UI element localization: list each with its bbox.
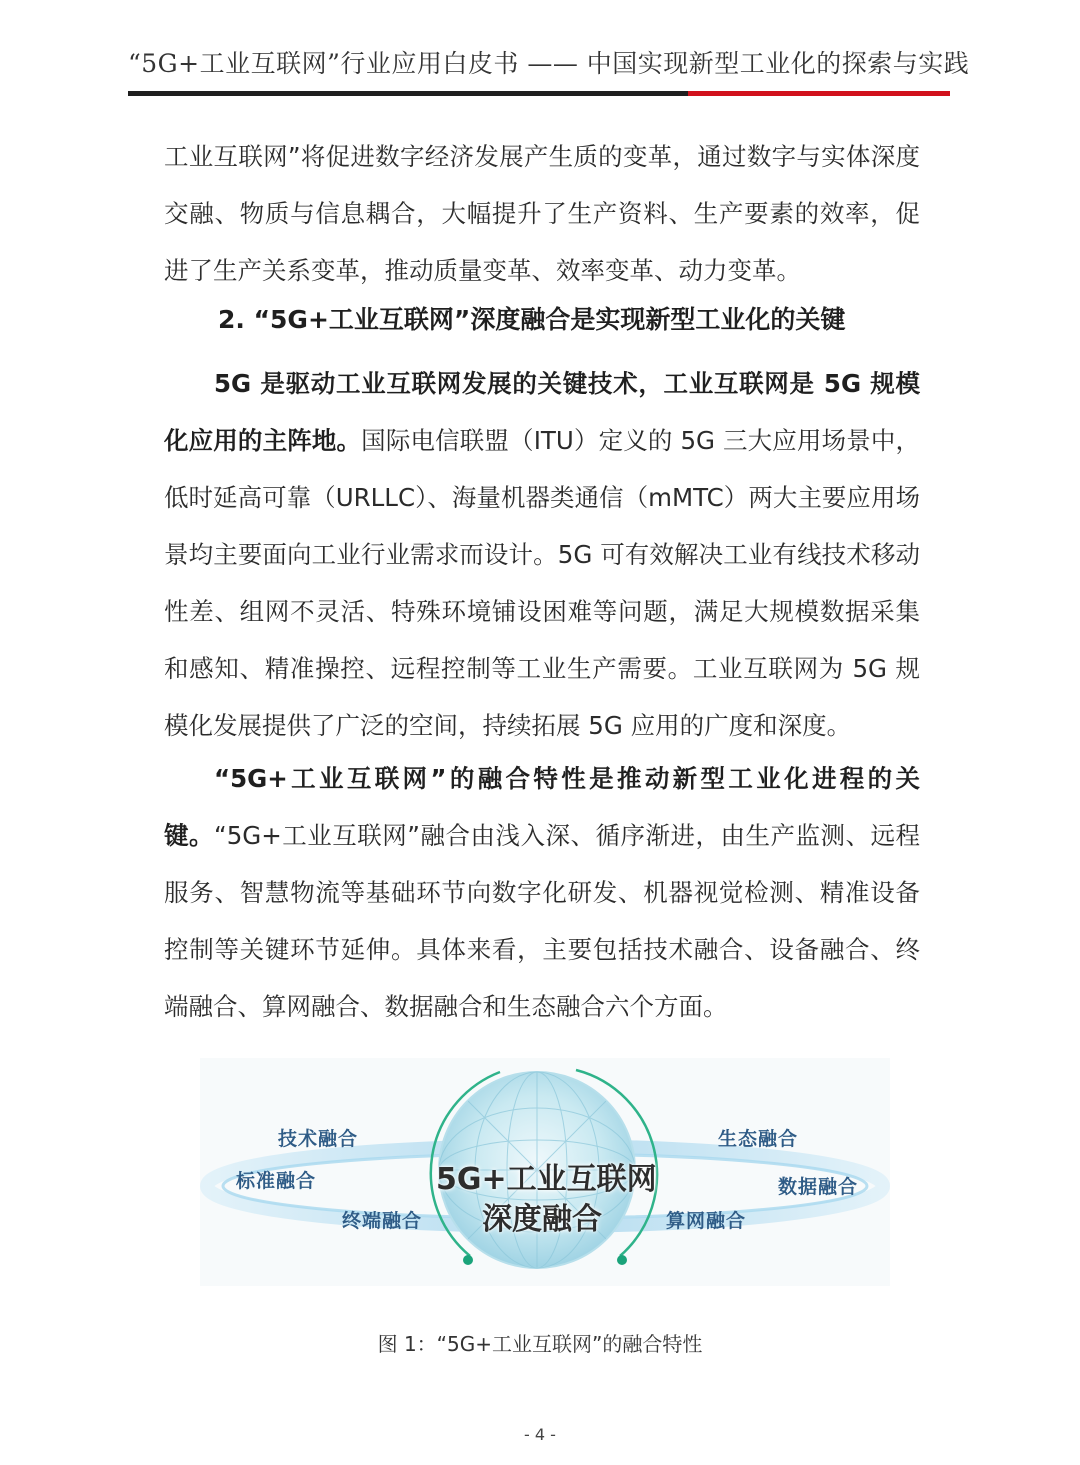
label-ecology-fusion: 生态融合 bbox=[718, 1128, 799, 1150]
page-number: - 4 - bbox=[524, 1425, 556, 1444]
label-terminal-fusion: 终端融合 bbox=[342, 1210, 423, 1232]
label-tech-fusion: 技术融合 bbox=[278, 1128, 359, 1150]
header-rule-accent bbox=[688, 91, 950, 96]
paragraph-1 bbox=[164, 128, 920, 299]
diagram-center-subtitle: 深度融合 bbox=[482, 1202, 602, 1237]
document-header-title: “5G+工业互联网”行业应用白皮书 —— 中国实现新型工业化的探索与实践 bbox=[128, 49, 970, 78]
paragraph-2-bold: 5G 是驱动工业互联网发展的关键技术，工业互联网是 5G 规模化应用的主阵地。 bbox=[164, 369, 920, 455]
paragraph-2-text: 国际电信联盟（ITU）定义的 5G 三大应用场景中，低时延高可靠（URLLC）、海量机器类通信（mMTC）两大主要应用场景均主要面向工业行业需求而设计。5G 可有效解决工业有线技术移动性差、组网不灵活、特殊环境铺设困难等问题，满足大规模数据采集和感知、精准操控、远程控制等工业生产需要。工业互联网为 5G 规模化发展提供了广泛的空间，持续拓展 5G 应用的广度和深度。 bbox=[164, 426, 920, 740]
diagram-center-title: 5G+工业互联网 bbox=[436, 1162, 657, 1197]
paragraph-1-text: 工业互联网”将促进数字经济发展产生质的变革，通过数字与实体深度交融、物质与信息耦合，大幅提升了生产资料、生产要素的效率，促进了生产关系变革，推动质量变革、效率变革、动力变革。 bbox=[164, 142, 920, 285]
label-compute-fusion: 算网融合 bbox=[666, 1210, 747, 1232]
dot-right bbox=[617, 1255, 627, 1265]
paragraph-3 bbox=[164, 750, 920, 1035]
paragraph-3-bold: “5G+工业互联网”的融合特性是推动新型工业化进程的关键。 bbox=[164, 764, 920, 850]
fusion-diagram bbox=[200, 1058, 890, 1286]
section-heading: 2. “5G+工业互联网”深度融合是实现新型工业化的关键 bbox=[218, 305, 846, 334]
paragraph-2 bbox=[164, 355, 920, 754]
label-standard-fusion: 标准融合 bbox=[236, 1170, 317, 1192]
dot-left bbox=[463, 1255, 473, 1265]
header-rule-dark bbox=[128, 91, 688, 96]
paragraph-3-text: “5G+工业互联网”融合由浅入深、循序渐进，由生产监测、远程服务、智慧物流等基础环节向数字化研发、机器视觉检测、精准设备控制等关键环节延伸。具体来看，主要包括技术融合、设备融合、终端融合、算网融合、数据融合和生态融合六个方面。 bbox=[164, 821, 921, 1021]
figure-caption: 图 1：“5G+工业互联网”的融合特性 bbox=[377, 1332, 703, 1356]
label-data-fusion: 数据融合 bbox=[778, 1176, 859, 1198]
